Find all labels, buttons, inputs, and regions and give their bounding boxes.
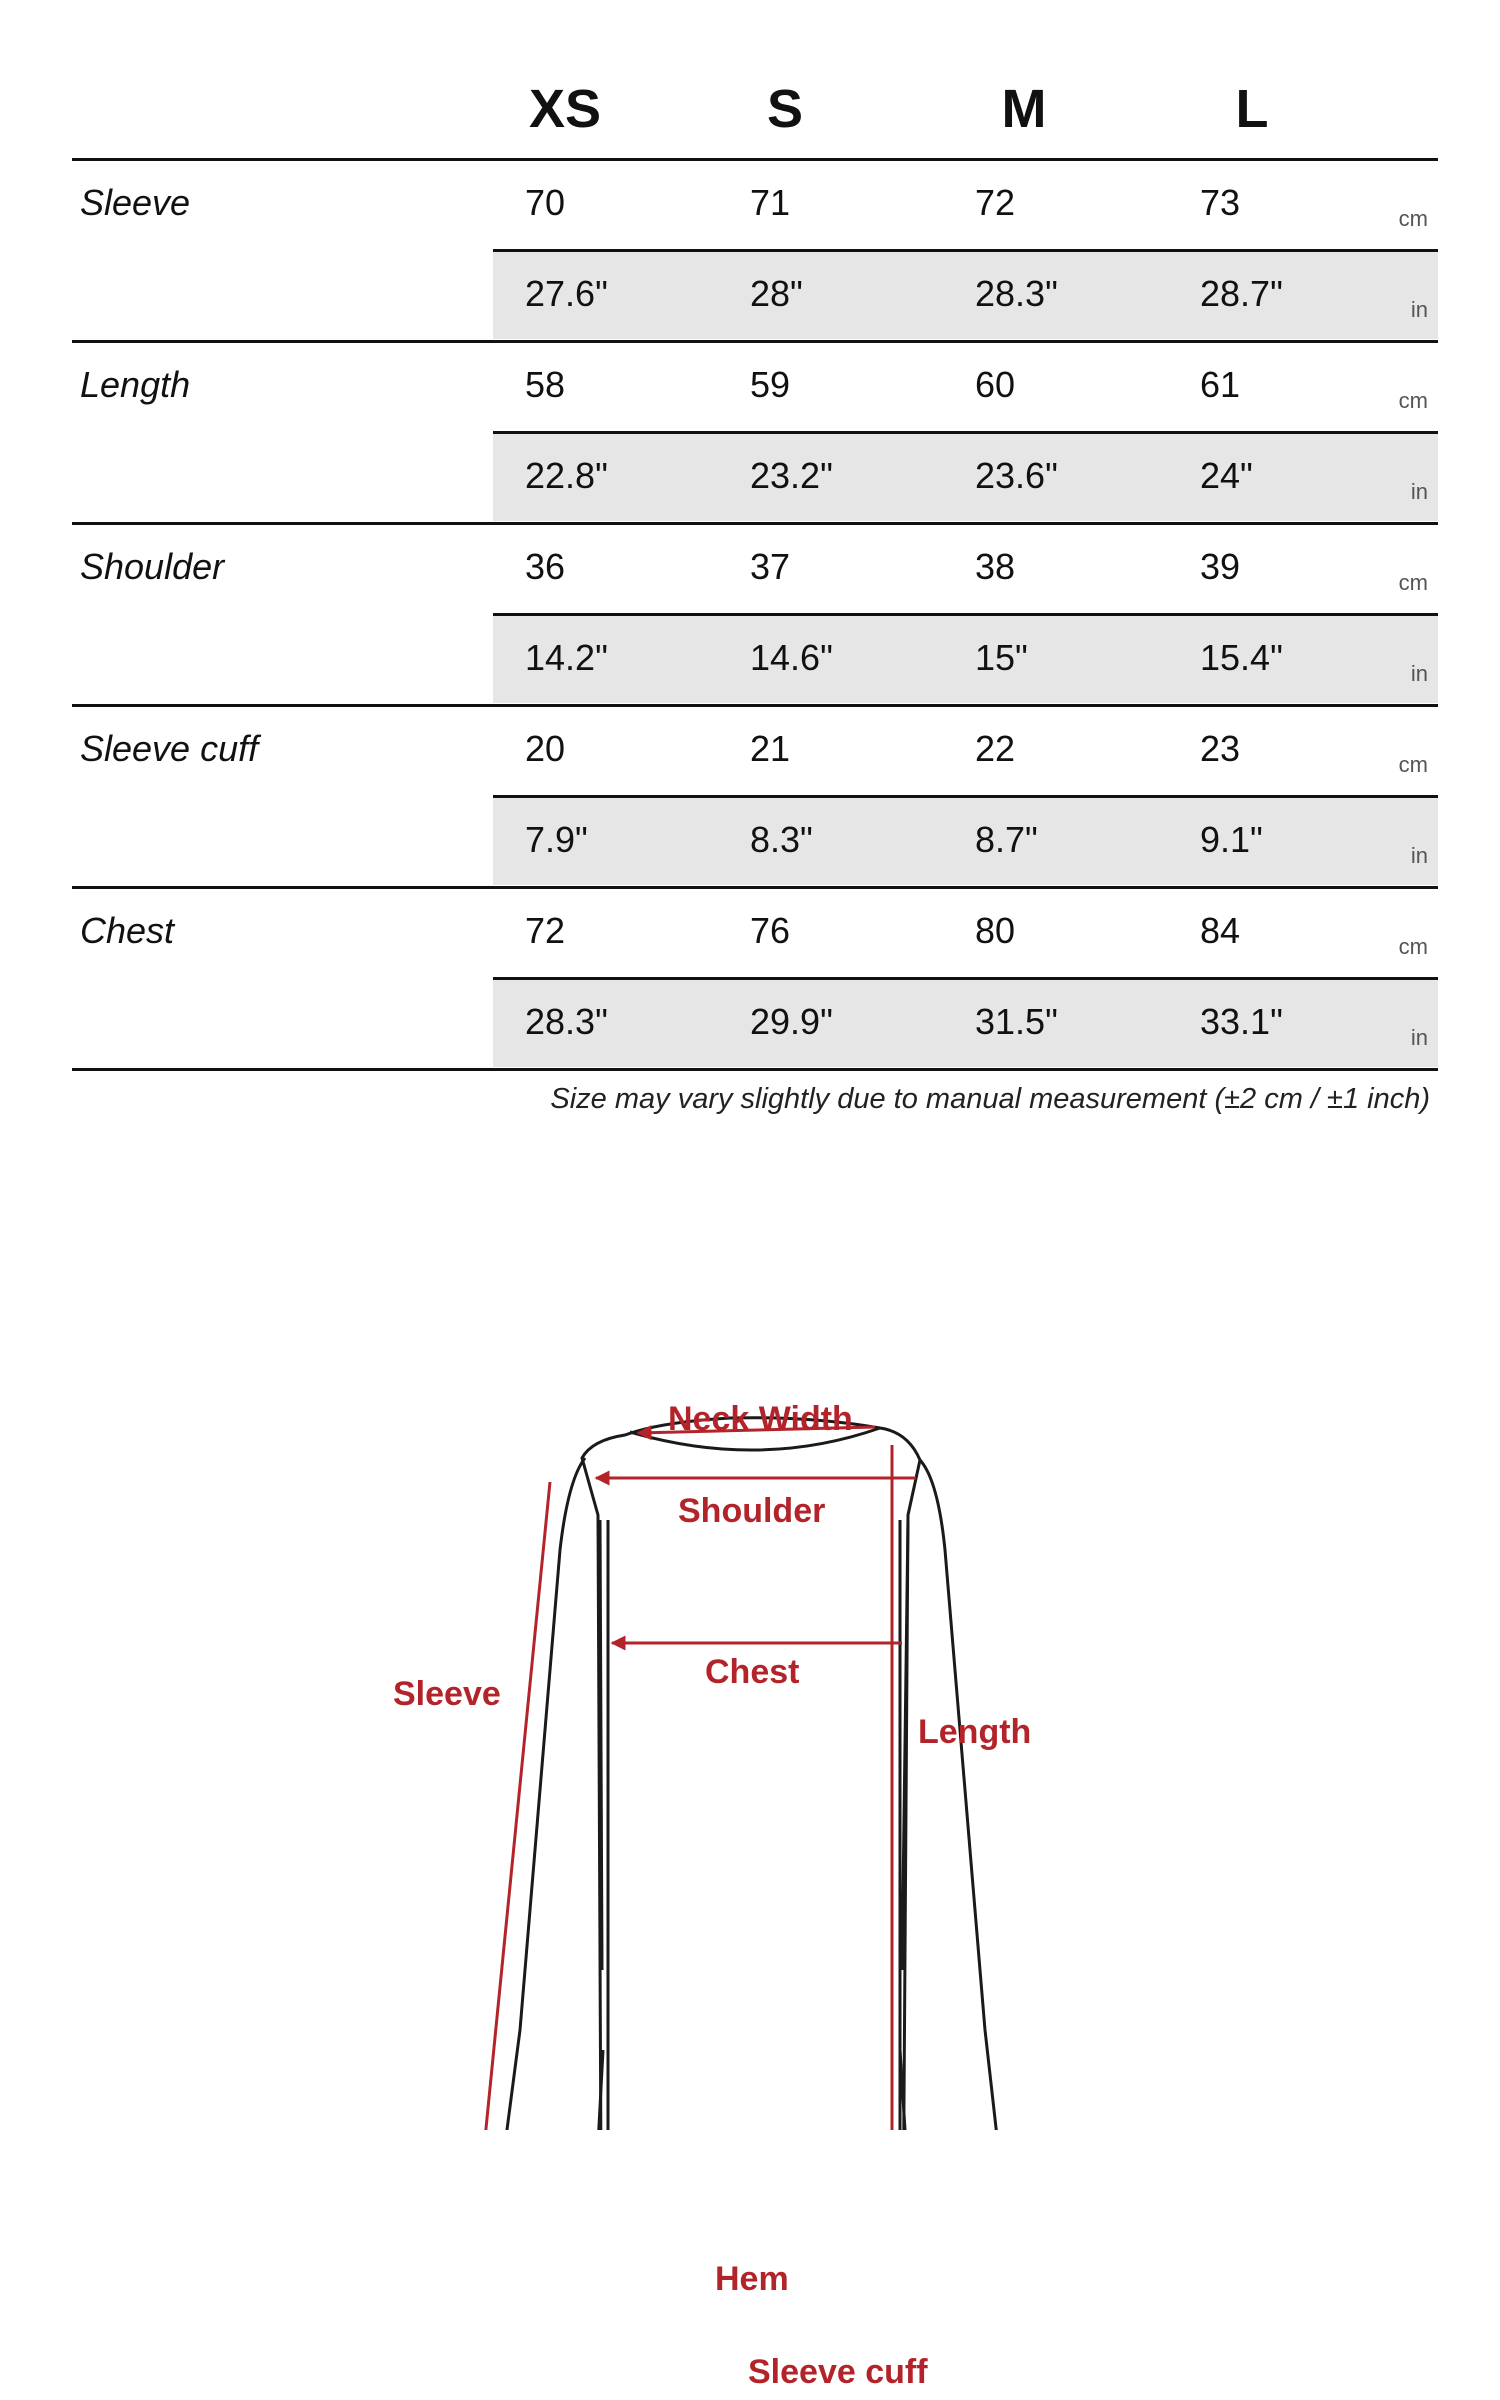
in-row-shade [493, 433, 1438, 521]
cell-cm: 20 [525, 728, 566, 769]
row-divider [493, 977, 1438, 980]
chest-label: Chest [705, 1653, 800, 1691]
length-label: Length [918, 1713, 1032, 1751]
sleeve-cuff-label: Sleeve cuff [748, 2353, 928, 2391]
cell-cm: 38 [975, 546, 1016, 587]
unit-in-label: in [1410, 843, 1428, 868]
row-label: Chest [80, 910, 175, 951]
row-label: Sleeve [80, 182, 191, 223]
size-header-xs: XS [528, 79, 602, 139]
cell-cm: 84 [1200, 910, 1241, 951]
in-row-shade [493, 615, 1438, 703]
row-label: Length [80, 364, 191, 405]
cell-in: 8.7" [975, 819, 1038, 860]
cell-cm: 70 [525, 182, 566, 223]
cell-in: 28.3" [525, 1001, 608, 1042]
garment-diagram [360, 1370, 1060, 2391]
unit-in-label: in [1410, 297, 1428, 322]
hem-label: Hem [715, 2260, 789, 2298]
cell-in: 14.2" [525, 637, 608, 678]
row-divider [493, 795, 1438, 798]
size-header-l: L [1235, 79, 1269, 139]
unit-in-label: in [1410, 661, 1428, 686]
cell-in: 33.1" [1200, 1001, 1283, 1042]
unit-cm-label: cm [1398, 934, 1428, 959]
in-row-shade [493, 797, 1438, 885]
cell-cm: 72 [975, 182, 1016, 223]
size-header-s: S [766, 79, 804, 139]
cell-in: 15.4" [1200, 637, 1283, 678]
row-divider [493, 249, 1438, 252]
unit-cm-label: cm [1398, 206, 1428, 231]
cell-in: 15" [975, 637, 1028, 678]
cell-cm: 72 [525, 910, 566, 951]
row-bottom-line [72, 340, 1438, 343]
cell-cm: 71 [750, 182, 791, 223]
cell-cm: 58 [525, 364, 566, 405]
cell-in: 8.3" [750, 819, 813, 860]
cell-in: 31.5" [975, 1001, 1058, 1042]
cell-in: 14.6" [750, 637, 833, 678]
unit-cm-label: cm [1398, 752, 1428, 777]
cell-in: 7.9" [525, 819, 588, 860]
row-bottom-line [72, 522, 1438, 525]
cell-cm: 21 [750, 728, 791, 769]
cell-in: 29.9" [750, 1001, 833, 1042]
measurement-note: Size may vary slightly due to manual measurement (±2 cm / ±1 inch) [550, 1083, 1430, 1115]
cell-cm: 22 [975, 728, 1016, 769]
cell-in: 23.2" [750, 455, 833, 496]
cell-cm: 59 [750, 364, 791, 405]
cell-cm: 36 [525, 546, 566, 587]
cell-cm: 39 [1200, 546, 1241, 587]
cell-cm: 61 [1200, 364, 1241, 405]
cell-in: 9.1" [1200, 819, 1263, 860]
size-header-m: M [1001, 79, 1047, 139]
unit-in-label: in [1410, 479, 1428, 504]
row-bottom-line [72, 704, 1438, 707]
row-label: Sleeve cuff [80, 728, 259, 769]
unit-cm-label: cm [1398, 570, 1428, 595]
cell-in: 28.3" [975, 273, 1058, 314]
right-sleeve [900, 1460, 1010, 2130]
cell-in: 24" [1200, 455, 1253, 496]
cell-in: 22.8" [525, 455, 608, 496]
cell-in: 28.7" [1200, 273, 1283, 314]
cell-cm: 76 [750, 910, 791, 951]
unit-in-label: in [1410, 1025, 1428, 1050]
row-divider [493, 431, 1438, 434]
cell-in: 23.6" [975, 455, 1058, 496]
row-label: Shoulder [80, 546, 225, 587]
cell-cm: 60 [975, 364, 1016, 405]
row-bottom-line [72, 886, 1438, 889]
cell-in: 27.6" [525, 273, 608, 314]
cell-in: 28" [750, 273, 803, 314]
unit-cm-label: cm [1398, 388, 1428, 413]
sleeve-label: Sleeve [393, 1675, 501, 1713]
shoulder-label: Shoulder [678, 1492, 826, 1530]
cell-cm: 73 [1200, 182, 1241, 223]
row-bottom-line [72, 1068, 1438, 1071]
cell-cm: 23 [1200, 728, 1241, 769]
left-sleeve [490, 1458, 603, 2130]
table-top-line [72, 158, 1438, 161]
cell-cm: 80 [975, 910, 1016, 951]
neck-width-label: Neck Width [668, 1400, 853, 1438]
in-row-shade [493, 251, 1438, 339]
row-divider [493, 613, 1438, 616]
cell-cm: 37 [750, 546, 791, 587]
in-row-shade [493, 979, 1438, 1067]
